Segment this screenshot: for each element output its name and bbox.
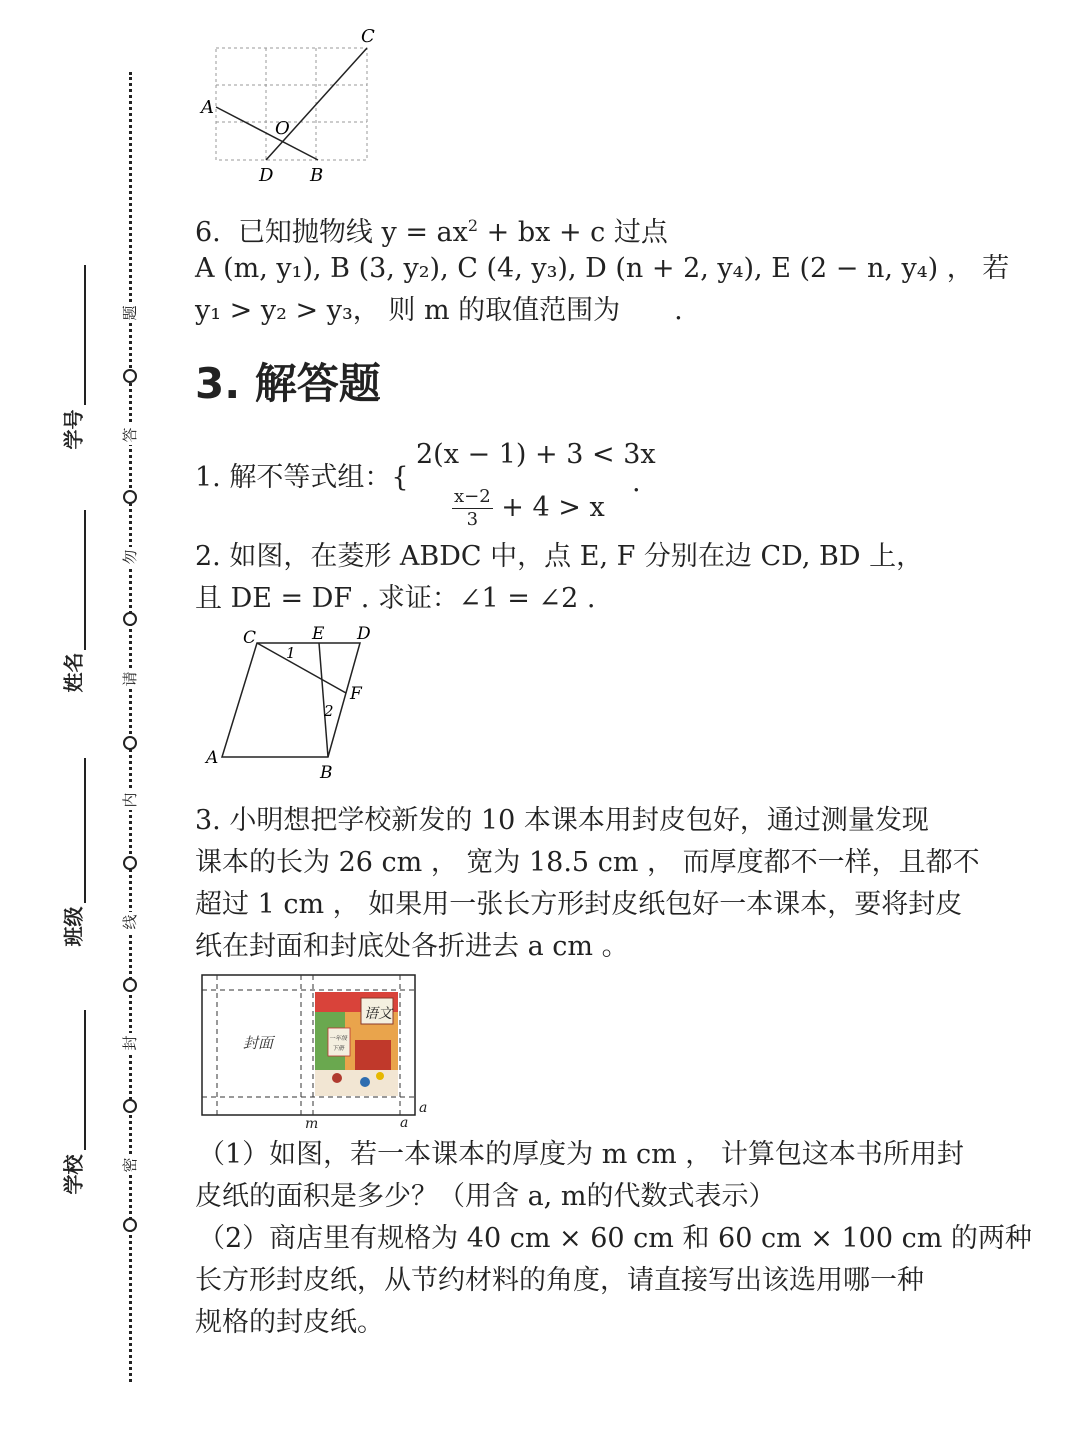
cover-label-a-side: a [419,1100,428,1116]
q6-exponent: 2 [467,216,479,235]
q1-ineq2-rest: + 4 > x [501,492,605,523]
q3-line3: 超过 1 cm ， 如果用一张长方形封皮纸包好一本课本，要将封皮 [195,889,963,920]
grid-label-b: B [310,165,324,186]
school-line[interactable] [84,1010,86,1150]
textbook-cover-image [315,992,398,1096]
grid-label-d: D [259,165,274,186]
seal-dotted-line [129,72,132,1382]
class-label: 班级 [61,906,86,947]
grid-label-o: O [275,118,290,139]
q3-line1: 3. 小明想把学校新发的 10 本课本用封皮包好，通过测量发现 [195,805,929,836]
seal-hole [123,612,137,626]
section-title: 3. 解答题 [195,359,381,408]
name-line[interactable] [84,510,86,650]
rhombus-label-d: D [357,624,371,644]
student-id-label: 学号 [61,409,86,450]
q3-sub1-line1: （1）如图，若一本课本的厚度为 m cm ， 计算包这本书所用封 [198,1139,964,1170]
q3-sub2-line2: 长方形封皮纸，从节约材料的角度，请直接写出该选用哪一种 [195,1265,924,1296]
q3-line2: 课本的长为 26 cm ， 宽为 18.5 cm ， 而厚度都不一样，且都不 [195,847,980,878]
q6-number: 6. [195,217,221,248]
seal-hole [123,1099,137,1113]
student-id-line[interactable] [84,265,86,405]
seal-hole [123,1218,137,1232]
seal-word: 密 [120,1155,140,1175]
seal-word: 线 [120,912,140,932]
rhombus-label-c: C [243,628,257,648]
rhombus-label-b: B [320,763,333,783]
q6-text-pre: 已知抛物线 y = ax [237,217,468,248]
seal-hole [123,369,137,383]
q1-frac-den: 3 [466,509,479,530]
grid-figure [195,25,395,190]
seal-word: 答 [120,425,140,445]
q3-sub1-line2: 皮纸的面积是多少？（用含 a, m的代数式表示） [195,1181,776,1212]
cover-label-m: m [305,1116,319,1132]
q1-fraction [452,486,493,531]
q1-label: 1. 解不等式组：{ [195,462,409,493]
q1-end: . [632,467,641,498]
q1-ineq1: 2(x − 1) + 3 < 3x [416,439,656,470]
cover-label-a-bottom: a [400,1115,409,1131]
seal-hole [123,736,137,750]
grid-label-a: A [201,97,214,118]
seal-word: 封 [120,1033,140,1053]
cover-book-title: 语文 [364,1006,392,1022]
rhombus-label-f: F [350,684,362,704]
rhombus-angle-2: 2 [324,702,334,720]
name-label: 姓名 [61,652,86,693]
q1-ineq2 [452,486,605,531]
rhombus-label-a: A [206,748,219,768]
q6-line3: y₁ > y₂ > y₃， 则 m 的取值范围为 . [195,295,683,326]
rhombus-label-e: E [312,624,325,644]
q6-text-post: + bx + c 过点 [478,217,668,248]
q6-line2: A (m, y₁), B (3, y₂), C (4, y₃), D (n + 2, y₄), E (2 − n, y₄) ， 若 [195,253,1010,284]
seal-hole [123,856,137,870]
q3-sub2-line1: （2）商店里有规格为 40 cm × 60 cm 和 60 cm × 100 cm 的两种 [198,1223,1032,1254]
seal-word: 请 [120,669,140,689]
q6-line1 [195,205,668,254]
rhombus-angle-1: 1 [286,644,296,662]
cover-book-grade: 一年级 [329,1035,348,1042]
cover-paper-figure [195,970,440,1135]
seal-hole [123,490,137,504]
cover-book-volume: 下册 [332,1045,345,1052]
class-line[interactable] [84,758,86,903]
school-label: 学校 [61,1154,86,1195]
q3-line4: 纸在封面和封底处各折进去 a cm 。 [195,931,629,962]
seal-word: 题 [120,303,140,323]
seal-word: 内 [120,790,140,810]
q2-line1: 2. 如图，在菱形 ABDC 中，点 E, F 分别在边 CD, BD 上， [195,541,924,572]
seal-hole [123,978,137,992]
grid-label-c: C [361,26,375,47]
seal-word: 勿 [120,547,140,567]
q1-frac-num: x−2 [454,486,491,507]
rhombus-figure [200,620,380,785]
q2-line2: 且 DE = DF . 求证：∠1 = ∠2 . [195,583,596,614]
q3-sub2-line3: 规格的封皮纸。 [195,1307,384,1338]
cover-label: 封面 [243,1034,274,1052]
